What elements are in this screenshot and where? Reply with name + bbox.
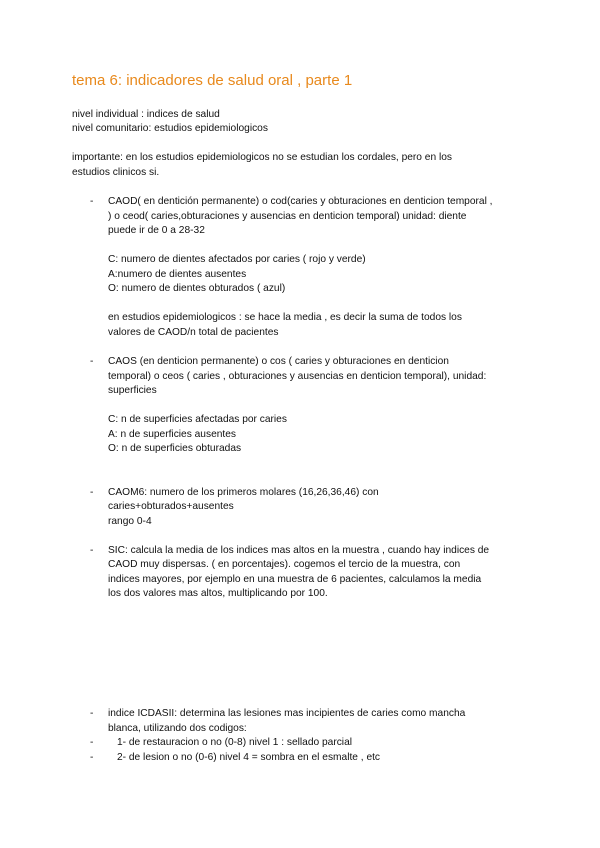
list-bullet: - xyxy=(90,708,94,719)
sic-line: los dos valores mas altos, multiplicando por 100. xyxy=(108,588,328,599)
caod-def: O: numero de dientes obturados ( azul) xyxy=(108,283,286,294)
caos-def: A: n de superficies ausentes xyxy=(108,429,236,440)
list-bullet: - xyxy=(90,737,94,748)
caod-line: ) o ceod( caries,obturaciones y ausencias en denticion temporal) unidad: diente xyxy=(108,211,467,222)
icdas-line: indice ICDASII: determina las lesiones mas incipientes de caries como mancha xyxy=(108,708,466,719)
caod-line: CAOD( en dentición permanente) o cod(caries y obturaciones en denticion temporal , xyxy=(108,196,493,207)
list-bullet: - xyxy=(90,356,94,367)
caod-line: puede ir de 0 a 28-32 xyxy=(108,225,205,236)
caos-line: temporal) o ceos ( caries , obturaciones y ausencias en denticion temporal), unidad: xyxy=(108,371,487,382)
caod-note: valores de CAOD/n total de pacientes xyxy=(108,327,279,338)
sic-line: indices mayores, por ejemplo en una muestra de 6 pacientes, calculamos la media xyxy=(108,574,482,585)
sic-line: CAOD muy dispersas. ( en porcentajes). cogemos el tercio de la muestra, con xyxy=(108,559,461,570)
icdas-code: 2- de lesion o no (0-6) nivel 4 = sombra en el esmalte , etc xyxy=(117,752,381,763)
list-bullet: - xyxy=(90,752,94,763)
caos-line: superficies xyxy=(108,385,157,396)
importante-line: importante: en los estudios epidemiologicos no se estudian los cordales, pero en los xyxy=(72,152,452,163)
list-bullet: - xyxy=(90,196,94,207)
importante-line: estudios clinicos si. xyxy=(72,167,160,178)
caos-line: CAOS (en denticion permanente) o cos ( caries y obturaciones en denticion xyxy=(108,356,449,367)
icdas-line: blanca, utilizando dos codigos: xyxy=(108,723,247,734)
caod-def: A:numero de dientes ausentes xyxy=(108,269,247,280)
caos-def: C: n de superficies afectadas por caries xyxy=(108,414,287,425)
page-title: tema 6: indicadores de salud oral , parte 1 xyxy=(72,72,353,89)
caos-def: O: n de superficies obturadas xyxy=(108,443,242,454)
caom6-line: caries+obturados+ausentes xyxy=(108,501,234,512)
icdas-code: 1- de restauracion o no (0-8) nivel 1 : sellado parcial xyxy=(117,737,353,748)
caom6-line: CAOM6: numero de los primeros molares (16,26,36,46) con xyxy=(108,487,379,498)
caom6-line: rango 0-4 xyxy=(108,516,152,527)
caod-def: C: numero de dientes afectados por caries ( rojo y verde) xyxy=(108,254,366,265)
sic-line: SIC: calcula la media de los indices mas altos en la muestra , cuando hay indices de xyxy=(108,545,490,556)
intro-line: nivel individual : indices de salud xyxy=(72,109,220,120)
list-bullet: - xyxy=(90,487,94,498)
intro-line: nivel comunitario: estudios epidemiologicos xyxy=(72,123,268,134)
list-bullet: - xyxy=(90,545,94,556)
caod-note: en estudios epidemiologicos : se hace la media , es decir la suma de todos los xyxy=(108,312,462,323)
